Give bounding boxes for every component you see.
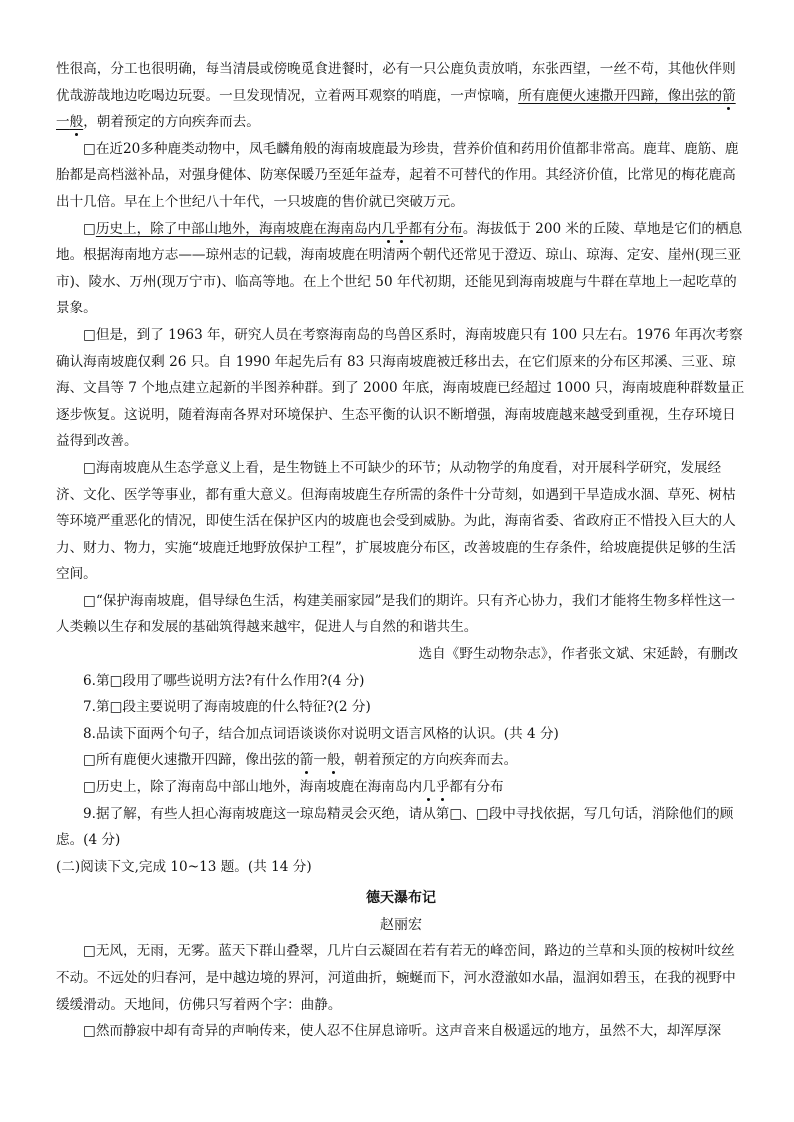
- dotted-char: 般: [326, 752, 341, 769]
- paragraph-4: □但是，到了 1963 年，研究人员在考察海南岛的鸟兽区系时，海南坡鹿只有 100 只左右。1976 年再次考察确认海南坡鹿仅剩 26 只。自 1990 年起先后有 83 只海南坡鹿被迁移出去，在它们原来的分布区邦溪、三亚、琼海、文昌等 7 个地点建立起新的半图养种群。到了 2000 年底，海南坡鹿已经超过 1000 只，海南坡鹿种群数量正逐步恢复。这说明，随着海南各界对环境保护、生态平衡的认识不断增强，海南坡鹿越来越受到重视，生存环境日益得到改善。: [56, 326, 745, 450]
- text-segment: 一: [313, 752, 327, 769]
- text-segment: 性很高，分工也很明确，每当清晨或傍晚觅食进餐时，必有一只公鹿负责放哨，东张西望，一丝不苟，其他伙伴则优哉游哉地边吃喝边玩耍。一旦发现情况，立着两耳观察的哨鹿，一声惊嘀，: [56, 61, 736, 104]
- article-paragraph-1: □无风，无雨，无雾。蓝天下群山叠翠，几片白云凝固在若有若无的峰峦间，路边的兰草和头顶的桉树叶纹丝不动。不远处的归春河，是中越边境的界河，河道曲折，蜿蜒而下，河水澄澈如水晶，温润如碧玉，在我的视野中缓缓滑动。天地间，仿佛只写着两个字：曲静。: [56, 943, 736, 1013]
- dotted-char: 般: [69, 114, 84, 131]
- text-segment: ，朝着预定的方向疾奔而去。: [83, 114, 260, 131]
- dotted-char: 几: [422, 779, 436, 796]
- question-8-sentence-a: [56, 747, 746, 774]
- source-citation: 选自《野生动物杂志》，作者张文斌、宋延龄，有删改: [418, 646, 738, 663]
- article-title: 德天瀑布记: [366, 890, 436, 907]
- paragraph-5: □海南坡鹿从生态学意义上看，是生物链上不可缺少的环节；从动物学的角度看，对开展科学研究，发展经济、文化、医学等事业，都有重大意义。但海南坡鹿生存所需的条件十分苛刻，如遇到干旱造成水涸、草死、树枯等环境严重恶化的情况，即使生活在保护区内的坡鹿也会受到威胁。为此，海南省委、省政府正不惜投入巨大的人力、财力、物力，实施“坡鹿迁地野放保护工程”，扩展坡鹿分布区，改善坡鹿的生存条件，给坡鹿提供足够的生活空间。: [56, 459, 736, 583]
- question-8-sentence-b: [56, 774, 746, 801]
- article-paragraph-2: □然而静寂中却有奇异的声响传来，使人忍不住屏息谛听。这声音来自极遥远的地方，虽然不大，却浑厚深: [83, 1023, 722, 1040]
- section-heading: (二)阅读下文,完成 10~13 题。(共 14 分): [56, 858, 312, 875]
- underlined-sentence: [96, 221, 463, 237]
- paragraph-continued: [56, 56, 746, 136]
- text-segment: □历史上，除了海南岛中部山地外，海南坡鹿在海南岛内: [83, 779, 423, 796]
- text-segment: 历史上，除了中部山地外，海南坡鹿在海南岛内: [95, 220, 382, 237]
- question-8: 8.品读下面两个句子，结合加点词语谈谈你对说明文语言风格的认识。(共 4 分): [83, 725, 559, 742]
- paragraph-6: □“保护海南坡鹿，倡导绿色生活，构建美丽家园”是我们的期许。只有齐心协力，我们才能将生物多样性这一人类赖以生存和发展的基础筑得越来越牢，促进人与自然的和谐共生。: [56, 592, 736, 636]
- paragraph-marker: □: [83, 220, 96, 237]
- article-author: 赵丽宏: [380, 917, 422, 934]
- text-segment: ，朝着预定的方向疾奔而去。: [340, 752, 518, 769]
- question-7: 7.第□段主要说明了海南坡鹿的什么特征?(2 分): [83, 699, 371, 716]
- question-9: 9.据了解，有些人担心海南坡鹿这一琼岛精灵会灭绝，请从第□、□段中寻找依据，写几句话，消除他们的顾虑。(4 分): [56, 805, 734, 849]
- page-content: [56, 56, 746, 1045]
- question-6: 6.第□段用了哪些说明方法?有什么作用?(4 分): [83, 672, 365, 689]
- text-segment: 所有鹿便火速撒开四蹄，像出弦的: [518, 87, 723, 104]
- text-segment: 一: [56, 114, 70, 131]
- dotted-char: 箭: [722, 87, 736, 104]
- dotted-char: 乎: [394, 220, 409, 237]
- paragraph-3: [56, 216, 746, 322]
- text-segment: □所有鹿便火速撒开四蹄，像出弦的: [83, 752, 300, 769]
- text-segment: 都有分布: [449, 779, 504, 796]
- dotted-char: 几: [381, 220, 395, 237]
- paragraph-2: □在近20多种鹿类动物中，凤毛麟角般的海南坡鹿最为珍贵，营养价值和药用价值都非常高。鹿茸、鹿筋、鹿胎都是高档滋补品，对强身健体、防寒保暖乃至延年益寿，起着不可替代的作用。其经济价值，比常见的梅花鹿高出十几倍。早在上个世纪八十年代，一只坡鹿的售价就已突破万元。: [56, 140, 739, 210]
- dotted-char: 乎: [435, 779, 450, 796]
- dotted-char: 箭: [299, 752, 314, 769]
- text-segment: 。海拔低于 200 米的丘陵、草地是它们的栖息地。根据海南地方志——琼州志的记载，海南坡鹿在明清两个朝代还常见于澄迈、琼山、琼海、定安、崖州(现三亚市)、陵水、万州(现万宁市)、临高等地。在上个世纪 50 年代初期，还能见到海南坡鹿与牛群在草地上一起吃草的景象。: [56, 220, 743, 317]
- text-segment: 都有分布: [408, 220, 463, 237]
